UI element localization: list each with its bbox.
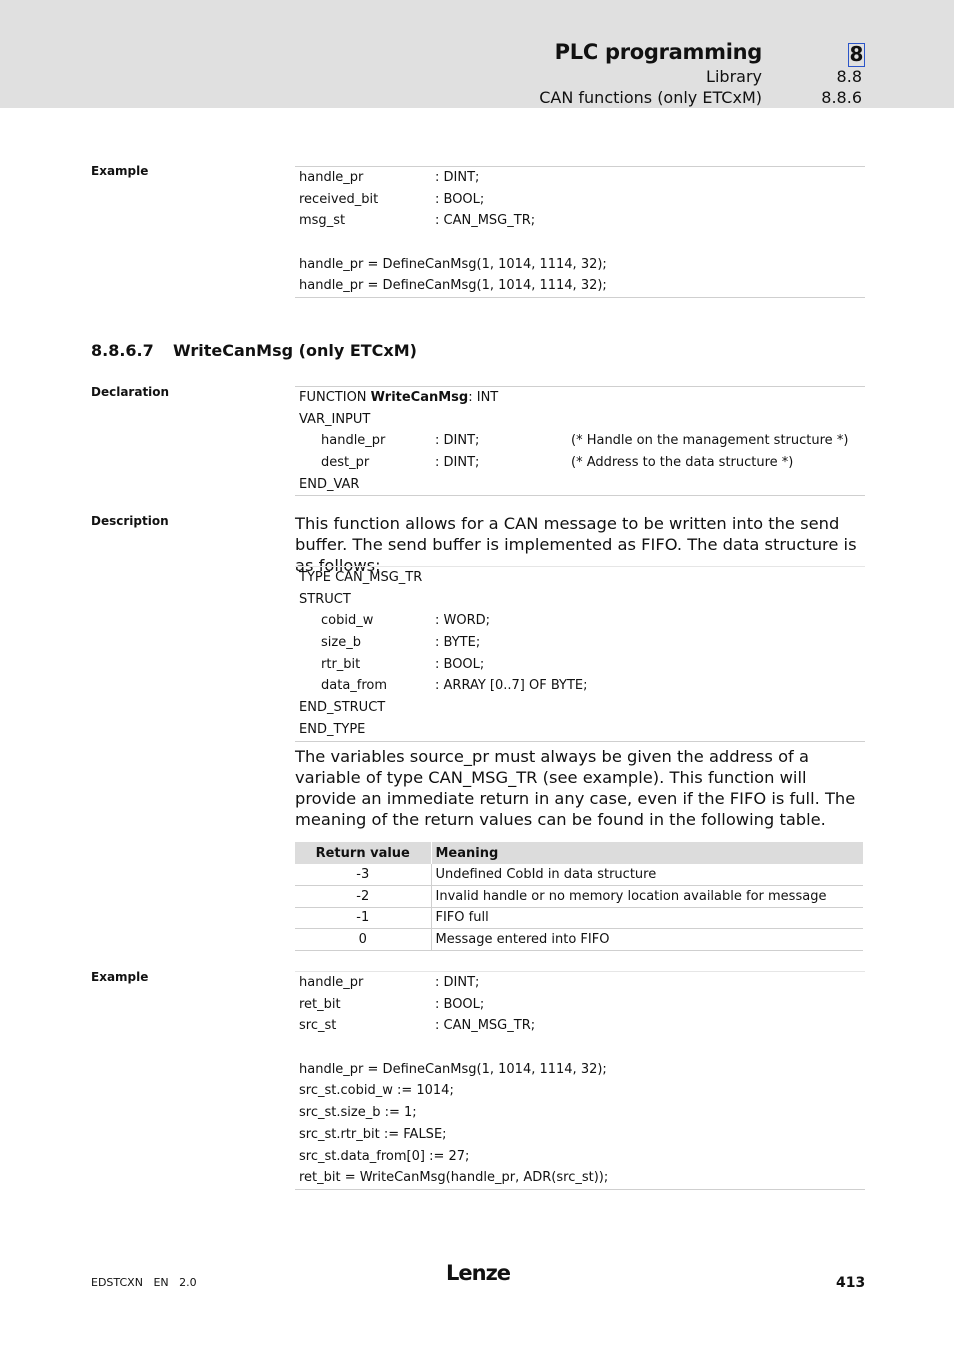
example-code-block <box>295 971 865 1190</box>
table-row <box>295 886 863 908</box>
declaration-code-block <box>295 386 865 496</box>
meaning-cell: Message entered into FIFO <box>431 929 863 951</box>
code-row <box>295 1037 865 1059</box>
description-paragraph: This function allows for a CAN message to be written into the send buffer. The send buffer is implemented as FIFO. The data structure is as follows: <box>295 514 857 575</box>
column-header: Meaning <box>431 842 863 864</box>
code-row: ret_bit = WriteCanMsg(handle_pr, ADR(src_st)); <box>299 1170 609 1186</box>
description-paragraph: The variables source_pr must always be given the address of a variable of type CAN_MSG_TR (see example). This function will provide an immediate return in any case, even if the FIFO is full. The meaning of the return values can be found in the following table. <box>295 747 856 829</box>
header-subsection-number: 8.8 <box>836 67 862 86</box>
header-subsection-number: 8.8.6 <box>821 88 862 107</box>
meaning-cell: Undefined CobId in data structure <box>431 864 863 886</box>
code-row: cobid_w : WORD; <box>321 613 491 629</box>
declaration-label: Declaration <box>91 385 170 399</box>
meaning-cell: FIFO full <box>431 907 863 929</box>
code-row: VAR_INPUT <box>299 411 371 427</box>
doc-language: EN <box>153 1276 169 1289</box>
code-row: src_st.size_b := 1; <box>299 1105 417 1121</box>
code-row: END_VAR <box>299 476 360 492</box>
code-row: src_st.rtr_bit := FALSE; <box>299 1126 447 1142</box>
struct-code-block <box>295 566 865 742</box>
return-value-cell: 0 <box>295 929 431 951</box>
example-label: Example <box>91 164 149 178</box>
code-row: handle_pr : DINT; (* Handle on the management structure *) <box>321 433 849 449</box>
code-row: handle_pr = DefineCanMsg(1, 1014, 1114, 32); <box>299 278 607 294</box>
code-row: msg_st : CAN_MSG_TR; <box>299 213 536 229</box>
code-row: rtr_bit : BOOL; <box>321 656 485 672</box>
code-row <box>295 232 865 254</box>
code-row: dest_pr : DINT; (* Address to the data structure *) <box>321 455 794 471</box>
table-row <box>295 864 863 886</box>
chapter-number: 8 <box>849 42 864 66</box>
footer-doc-info <box>91 1276 197 1289</box>
page-number: 413 <box>836 1275 866 1291</box>
column-header: Return value <box>295 842 431 864</box>
function-signature: FUNCTION WriteCanMsg: INT <box>299 390 499 405</box>
table-header-row <box>295 842 863 864</box>
table-row <box>295 929 863 951</box>
code-row: handle_pr = DefineCanMsg(1, 1014, 1114, 32); <box>299 256 607 272</box>
page-header <box>0 0 954 108</box>
code-row: handle_pr : DINT; <box>299 975 480 990</box>
code-row: src_st.data_from[0] := 27; <box>299 1148 470 1164</box>
code-row: size_b : BYTE; <box>321 635 481 651</box>
code-row: handle_pr : DINT; <box>299 170 480 185</box>
example-label: Example <box>91 970 149 984</box>
return-value-cell: -1 <box>295 907 431 929</box>
doc-id: EDSTCXN <box>91 1276 143 1289</box>
meaning-cell: Invalid handle or no memory location available for message <box>431 886 863 908</box>
code-row: END_TYPE <box>299 721 366 737</box>
return-value-table <box>295 842 863 951</box>
doc-version: 2.0 <box>179 1276 197 1289</box>
header-subsection-label: Library <box>706 67 762 86</box>
code-row: data_from : ARRAY [0..7] OF BYTE; <box>321 678 588 694</box>
section-title: WriteCanMsg (only ETCxM) <box>173 341 417 360</box>
return-value-cell: -2 <box>295 886 431 908</box>
header-subsection-label: CAN functions (only ETCxM) <box>539 88 762 107</box>
example-code-block <box>295 166 865 298</box>
table-row <box>295 907 863 929</box>
header-title: PLC programming <box>554 40 762 64</box>
section-number: 8.8.6.7 <box>91 341 154 360</box>
code-row: src_st : CAN_MSG_TR; <box>299 1018 536 1034</box>
code-row: handle_pr = DefineCanMsg(1, 1014, 1114, 32); <box>299 1061 607 1077</box>
code-row: STRUCT <box>299 591 351 607</box>
function-name: WriteCanMsg <box>370 390 469 405</box>
code-row: ret_bit : BOOL; <box>299 996 485 1012</box>
lenze-logo: Lenze <box>446 1261 511 1285</box>
code-row: END_STRUCT <box>299 700 386 716</box>
return-value-cell: -3 <box>295 864 431 886</box>
code-row: received_bit : BOOL; <box>299 191 485 207</box>
code-row: src_st.cobid_w := 1014; <box>299 1083 454 1099</box>
code-row: TYPE CAN_MSG_TR <box>299 570 423 585</box>
description-label: Description <box>91 514 169 528</box>
